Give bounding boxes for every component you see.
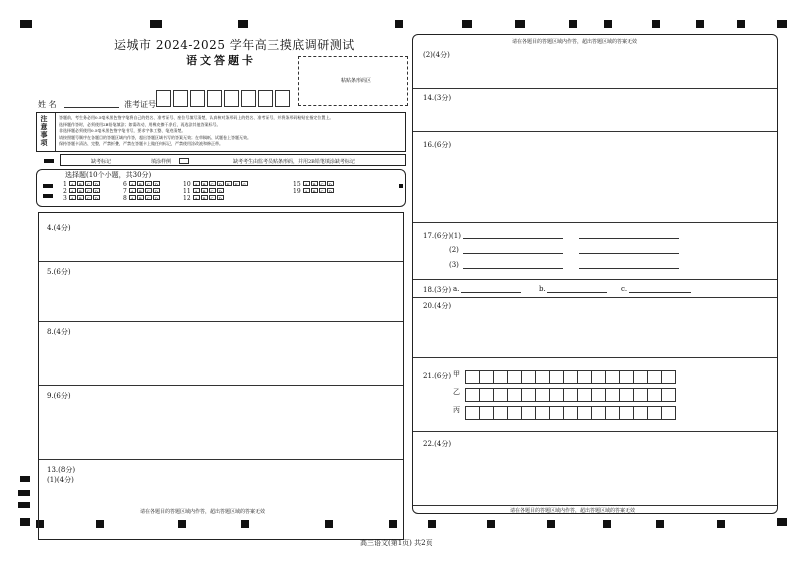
q-number: 11 [183,188,191,195]
bubble-B[interactable]: B [77,188,84,193]
timing-mark [150,20,162,28]
notice-item: 答题前，考生务必用0.5毫米黑色签字笔将自己的姓名、准考证号、座位号填写清楚，认真核对条形码上的姓名、准考证号，并将条形码粘贴在指定位置上。 [59,115,334,120]
bubble-B[interactable]: B [311,181,318,186]
q18-answer-a[interactable] [461,292,521,293]
timing-mark [696,20,704,28]
exam-id-boxes[interactable] [156,90,292,111]
char-cell[interactable] [549,406,564,420]
char-cell[interactable] [605,370,620,384]
question-5-label: 5.(6分) [47,268,71,276]
question-17-label: 17.(6分)(1) [423,232,461,240]
id-digit-box[interactable] [241,90,256,107]
card-subtitle: 语文答题卡 [186,54,256,67]
timing-mark [604,20,612,28]
bubble-D[interactable]: D [154,182,158,187]
char-cell[interactable] [493,388,508,402]
q-number: 8 [123,195,127,202]
timing-mark [777,20,787,28]
question-16-label: 16.(6分) [423,141,452,149]
char-cell[interactable] [549,388,564,402]
question-13-label: 13.(8分) [47,466,76,474]
char-cell[interactable] [493,406,508,420]
q21-row-label: 甲 [453,370,460,378]
question-18-label: 18.(3分) [423,286,452,294]
bubble-C[interactable]: C [146,189,150,194]
bubble-D[interactable]: D [94,196,98,201]
choice-group-1 [63,181,101,202]
bubble-D[interactable]: D [328,182,332,187]
char-cell[interactable] [549,370,564,384]
id-digit-box[interactable] [173,90,188,107]
name-label: 姓 名 [38,100,57,109]
char-cell[interactable] [479,388,494,402]
timing-mark [399,184,403,188]
char-cell[interactable] [661,388,676,402]
char-cell[interactable] [563,388,578,402]
q17-answer-3a[interactable] [463,268,563,269]
timing-mark [547,520,555,528]
bubble-G[interactable]: G [242,182,246,187]
id-digit-box[interactable] [275,90,290,107]
notice-item: 请按照题号顺序在各题目的答题区域内作答，超出答题区域书写的答案无效；在草稿纸、试题卷上答题无效。 [59,134,251,140]
id-digit-box[interactable] [190,90,205,107]
page-footer: 高三语文(第1页) 共2页 [360,539,433,547]
q17-answer-1a[interactable] [463,238,563,239]
timing-mark [777,518,787,526]
bubble-B[interactable]: B [137,188,144,193]
q17-answer-2b[interactable] [579,253,679,254]
choice-section [36,169,406,207]
barcode-sticker-area [298,56,408,106]
timing-mark [515,20,525,28]
char-cell[interactable] [647,370,662,384]
bubble-D[interactable]: D [94,189,98,194]
bubble-D[interactable]: D [328,189,332,194]
char-cell[interactable] [465,370,480,384]
notice-item: 选择题作答时，必须使用2B铅笔填涂；如需改动，用橡皮擦干净后，再选涂其他答案标号。 [59,121,221,127]
char-cell[interactable] [493,370,508,384]
timing-mark [395,20,403,28]
char-cell[interactable] [633,370,648,384]
exam-id-label: 准考证号 [124,100,156,109]
bottom-left-warning: 请在各题目的答题区域内作答，超出答题区域的答案无效 [140,509,266,515]
timing-mark [20,518,30,526]
bubble-D[interactable]: D [154,196,158,201]
q21-row-label: 丙 [453,406,460,414]
status-row [60,154,406,166]
char-cell[interactable] [577,388,592,402]
q18-answer-c[interactable] [629,292,691,293]
q18-c-label: c. [621,285,628,293]
question-22-label: 22.(4分) [423,440,452,448]
bubble-B[interactable]: B [201,181,208,186]
bubble-B[interactable]: B [137,195,144,200]
char-cell[interactable] [521,370,536,384]
bubble-A[interactable]: A [303,188,310,193]
bottom-right-warning: 请在各题目的答题区域内作答，超出答题区域的答案无效 [510,508,636,514]
q-number: 7 [123,188,127,195]
char-cell[interactable] [661,370,676,384]
bubble-C[interactable]: C [86,196,90,201]
choice-group-3 [183,181,249,202]
q-number: 6 [123,181,127,188]
char-cell[interactable] [619,406,634,420]
question-20-label: 20.(4分) [423,302,452,310]
choice-title: 选择题(10个小题，共30分) [65,171,152,179]
char-cell[interactable] [535,406,550,420]
bubble-E[interactable]: E [225,181,232,186]
q17-answer-1b[interactable] [579,238,679,239]
bubble-B[interactable]: B [77,181,84,186]
timing-mark [737,20,745,28]
q-number: 12 [183,195,191,202]
timing-mark [569,20,577,28]
left-answer-area [38,212,404,540]
bubble-A[interactable]: A [69,188,76,193]
bubble-A[interactable]: A [193,188,200,193]
char-cell[interactable] [535,388,550,402]
timing-mark [44,159,54,163]
timing-mark [43,194,53,198]
char-cell[interactable] [605,388,620,402]
bubble-C[interactable]: C [320,182,324,187]
q17-answer-3b[interactable] [579,268,679,269]
bubble-C[interactable]: C [210,189,214,194]
char-cell[interactable] [591,388,606,402]
top-right-warning: 请在各题目的答题区域内作答，超出答题区域的答案无效 [512,39,638,45]
bubble-A[interactable]: A [69,195,76,200]
bubble-A[interactable]: A [69,181,76,186]
timing-mark [238,20,248,28]
bubble-A[interactable]: A [129,181,136,186]
bubble-C[interactable]: C [146,196,150,201]
notice-box [36,112,406,152]
question-14-label: 14.(3分) [423,94,452,102]
name-field[interactable] [64,107,119,108]
timing-mark [43,184,53,188]
timing-mark [603,520,611,528]
id-digit-box[interactable] [156,90,171,107]
bubble-D[interactable]: D [218,182,222,187]
bubble-A[interactable]: A [193,181,200,186]
char-cell[interactable] [563,370,578,384]
question-21-label: 21.(6分) [423,372,452,380]
char-cell[interactable] [507,370,522,384]
sticker-label: 粘贴条形码区 [341,78,372,84]
q18-b-label: b. [539,285,546,293]
timing-mark [717,520,725,528]
choice-group-2 [123,181,161,202]
char-cell[interactable] [633,406,648,420]
bubble-B[interactable]: B [201,188,208,193]
char-cell[interactable] [619,370,634,384]
bubble-C[interactable]: C [86,189,90,194]
bubble-B[interactable]: B [77,195,84,200]
q17-answer-2a[interactable] [463,253,563,254]
char-cell[interactable] [577,370,592,384]
timing-mark [20,20,32,28]
bubble-A[interactable]: A [193,195,200,200]
exam-title: 运城市 2024-2025 学年高三摸底调研测试 [114,38,355,52]
bubble-C[interactable]: C [86,182,90,187]
char-cell[interactable] [465,388,480,402]
char-cell[interactable] [507,406,522,420]
timing-mark [656,520,664,528]
timing-mark [487,520,495,528]
q18-answer-b[interactable] [547,292,607,293]
char-cell[interactable] [563,406,578,420]
bubble-F[interactable]: F [233,181,240,186]
notice-item: 保持答题卡清洁、完整，严禁折叠，严禁在答题卡上做任何标记，严禁使用涂改液和修正带。 [59,141,223,147]
bubble-D[interactable]: D [154,189,158,194]
question-17-2-label: (2) [449,246,459,254]
q-number: 10 [183,181,191,188]
char-cell[interactable] [507,388,522,402]
question-8-label: 8.(4分) [47,328,71,336]
q-number: 2 [63,188,67,195]
bubble-C[interactable]: C [320,189,324,194]
bubble-D[interactable]: D [218,196,222,201]
timing-mark [652,20,660,28]
bubble-B[interactable]: B [201,195,208,200]
timing-mark [428,520,436,528]
bubble-D[interactable]: D [218,189,222,194]
char-cell[interactable] [647,406,662,420]
absent-label: 缺考标记 [91,159,112,165]
question-9-label: 9.(6分) [47,392,71,400]
absent-note: 缺考考生由监考员贴条形码，并用2B铅笔填涂缺考标记 [233,159,355,165]
timing-mark [462,20,472,28]
bubble-C[interactable]: C [210,182,214,187]
timing-mark [18,490,30,496]
id-digit-box[interactable] [258,90,273,107]
id-digit-box[interactable] [224,90,239,107]
left-panel [36,34,408,516]
char-cell[interactable] [591,370,606,384]
bubble-D[interactable]: D [94,182,98,187]
notice-list [59,115,403,148]
bubble-C[interactable]: C [146,182,150,187]
char-cell[interactable] [661,406,676,420]
q-number: 3 [63,195,67,202]
char-cell[interactable] [479,406,494,420]
example-label: 填涂样例 [151,159,172,165]
char-cell[interactable] [535,370,550,384]
char-cell[interactable] [647,388,662,402]
bubble-B[interactable]: B [137,181,144,186]
char-cell[interactable] [521,406,536,420]
q21-row-label: 乙 [453,388,460,396]
q21-grid [453,369,675,423]
q18-a-label: a. [453,285,460,293]
bubble-A[interactable]: A [129,195,136,200]
q-number: 1 [63,181,67,188]
id-digit-box[interactable] [207,90,222,107]
char-cell[interactable] [577,406,592,420]
question-13-sub-label: (1)(4分) [47,476,74,484]
right-panel [412,34,778,514]
char-cell[interactable] [633,388,648,402]
char-cell[interactable] [479,370,494,384]
q-number: 19 [293,188,301,195]
notice-item: 非选择题必须使用0.5毫米黑色签字笔书写，要求字体工整、笔迹清楚。 [59,128,186,134]
timing-mark [20,476,30,482]
char-cell[interactable] [591,406,606,420]
bubble-C[interactable]: C [210,196,214,201]
char-cell[interactable] [465,406,480,420]
question-2-label: (2)(4分) [423,51,450,59]
notice-side-label: 注意事项 [40,114,48,147]
q-number: 15 [293,181,301,188]
bubble-B[interactable]: B [311,188,318,193]
bubble-A[interactable]: A [129,188,136,193]
example-bubble [179,158,189,164]
bubble-A[interactable]: A [303,181,310,186]
char-cell[interactable] [619,388,634,402]
char-cell[interactable] [605,406,620,420]
char-cell[interactable] [521,388,536,402]
choice-group-4 [293,181,335,195]
timing-mark [18,502,30,508]
question-17-3-label: (3) [449,261,459,269]
question-4-label: 4.(4分) [47,224,71,232]
